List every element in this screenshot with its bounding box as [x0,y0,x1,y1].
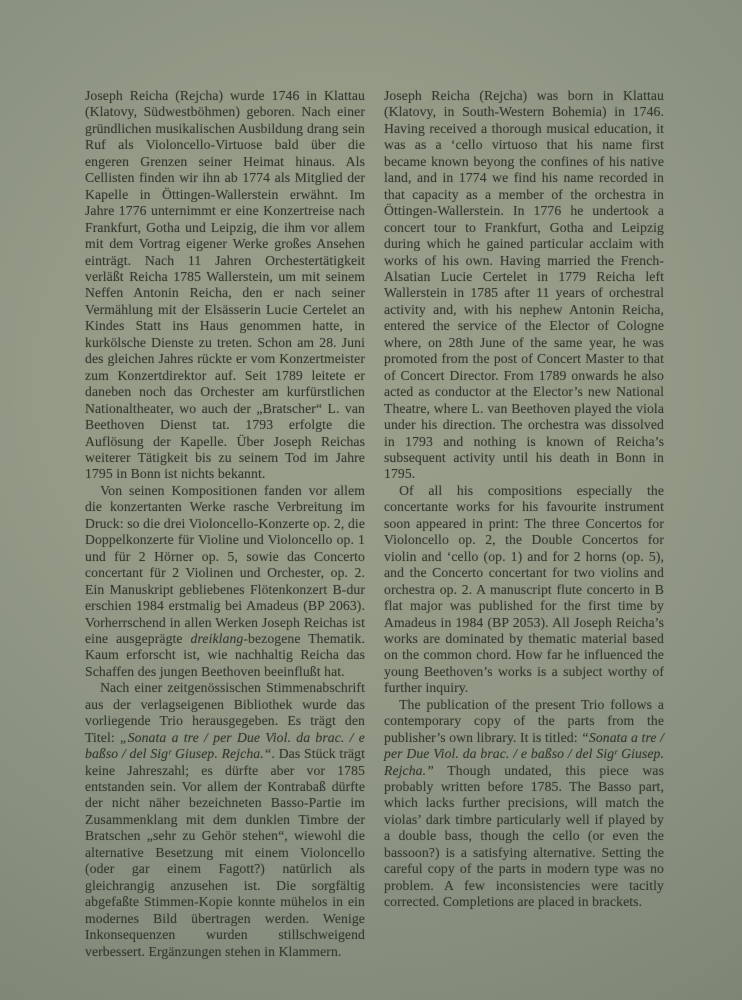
two-column-text-block [85,88,664,960]
german-paragraph-2: Von seinen Kompositionen fanden vor allem die konzertanten Werke rasche Verbreitung im Druck: so die drei Violoncello-Konzerte op. 2, die Doppelkonzerte für Violine und Violoncello op. 1 und für 2 Hörner op. 5, sowie das Concerto concertant für 2 Violinen und Orchester, op. 2. Ein Manuskript gebliebenes Flötenkonzert B-dur erschien 1984 erstmalig bei Amadeus (BP 2063). Vorherrschend in allen Werken Joseph Reichas ist eine ausgeprägte dreiklang-bezogene Thematik. Kaum erforscht ist, wie nachhaltig Reicha das Schaffen des jungen Beethoven beeinflußt hat. [85,482,365,679]
english-paragraph-2: Of all his compositions especially the concertante works for his favourite instrument soon appeared in print: The three Concertos for Violoncello op. 2, the Double Concertos for violin and ‘cello (op. 1) and for 2 horns (op. 5), and the Concerto concertant for two violins and orchestra op. 2. A manuscript flute concerto in B flat major was published for the first time by Amadeus in 1984 (BP 2053). All Joseph Reicha’s works are dominated by thematic material based on the common chord. How far he influenced the young Beethoven’s works is a subject worthy of further inquiry. [384,482,664,696]
german-paragraph-3: Nach einer zeitgenössischen Stimmenabschrift aus der verlagseigenen Bibliothek wurde das vorliegende Trio herausgegeben. Es trägt den Titel: „Sonata a tre / per Due Viol. da brac. / e baßso / del Sigʳ Giusep. Rejcha.“. Das Stück trägt keine Jahreszahl; es dürfte aber vor 1785 entstanden sein. Vor allem der Kontrabaß dürfte der nicht näher bezeichneten Basso-Partie im Zusammenklang mit dem dunklen Timbre der Bratschen „sehr zu Gehör stehen“, wiewohl die alternative Besetzung mit einem Violoncello (oder gar einem Fagott?) natürlich als gleichrangig anzusehen ist. Die sorgfältig abgefaßte Stimmen-Kopie konnte mühelos in ein modernes Bild übertragen werden. Wenige Inkonsequenzen wurden stillschweigend verbessert. Ergänzungen stehen in Klammern. [85,680,365,959]
english-column [384,88,664,960]
german-column [85,88,365,960]
english-paragraph-1: Joseph Reicha (Rejcha) was born in Klattau (Klatovy, in South-Western Bohemia) in 1746. Having received a thorough musical education, it was as a ‘cello virtuoso that his name first became known beyong the confines of his native land, and in 1774 we find his name recorded in that capacity as a member of the orchestra in Öttingen-Wallerstein. In 1776 he undertook a concert tour to Frankfurt, Gotha and Leipzig during which he gained particular acclaim with works of his own. Having married the French-Alsatian Lucie Certelet in 1779 Reicha left Wallerstein in 1785 after 11 years of orchestral activity and, with his nephew Antonin Reicha, entered the service of the Elector of Cologne where, on 28th June of the same year, he was promoted from the post of Concert Master to that of Concert Director. From 1789 onwards he also acted as conductor at the Elector’s new National Theatre, where L. van Beethoven played the viola under his direction. The orchestra was dissolved in 1793 and nothing is known of Reicha’s subsequent activity until his death in Bonn in 1795. [384,88,664,482]
german-paragraph-1: Joseph Reicha (Rejcha) wurde 1746 in Klattau (Klatovy, Südwestböhmen) geboren. Nach einer gründlichen musikalischen Ausbildung drang sein Ruf als Violoncello-Virtuose bald über die engeren Grenzen seiner Heimat hinaus. Als Cellisten finden wir ihn ab 1774 als Mitglied der Kapelle in Öttingen-Wallerstein erwähnt. Im Jahre 1776 unternimmt er eine Konzertreise nach Frankfurt, Gotha und Leipzig, die ihm vor allem mit dem Vortrag eigener Werke großes Ansehen einträgt. Nach 11 Jahren Orchestertätigkeit verläßt Reicha 1785 Wallerstein, um mit seinem Neffen Antonin Reicha, den er nach seiner Vermählung mit der Elsässerin Lucie Certelet an Kindes Statt ins Haus genommen hatte, in kurkölsche Dienste zu treten. Schon am 28. Juni des gleichen Jahres rückte er vom Konzertmeister zum Konzertdirektor auf. Seit 1789 leitete er daneben noch das Orchester am kurfürstlichen Nationaltheater, wo auch der „Bratscher“ L. van Beethoven Dienst tat. 1793 erfolgte die Auflösung der Kapelle. Über Joseph Reichas weiterer Tätigkeit bis zu seinem Tod im Jahre 1795 in Bonn ist nichts bekannt. [85,88,365,482]
english-paragraph-3: The publication of the present Trio follows a contemporary copy of the parts from the publisher’s own library. It is titled: “Sonata a tre / per Due Viol. da brac. / e baßso / del Sigʳ Giusep. Rejcha.” Though undated, this piece was probably written before 1785. The Basso part, which lacks further precisions, will match the violas’ dark timbre particularly well if played by a double bass, though the cello (or even the bassoon?) is a satisfying alternative. Setting the careful copy of the parts in modern type was no problem. A few inconsistencies were tacitly corrected. Completions are placed in brackets. [384,696,664,910]
